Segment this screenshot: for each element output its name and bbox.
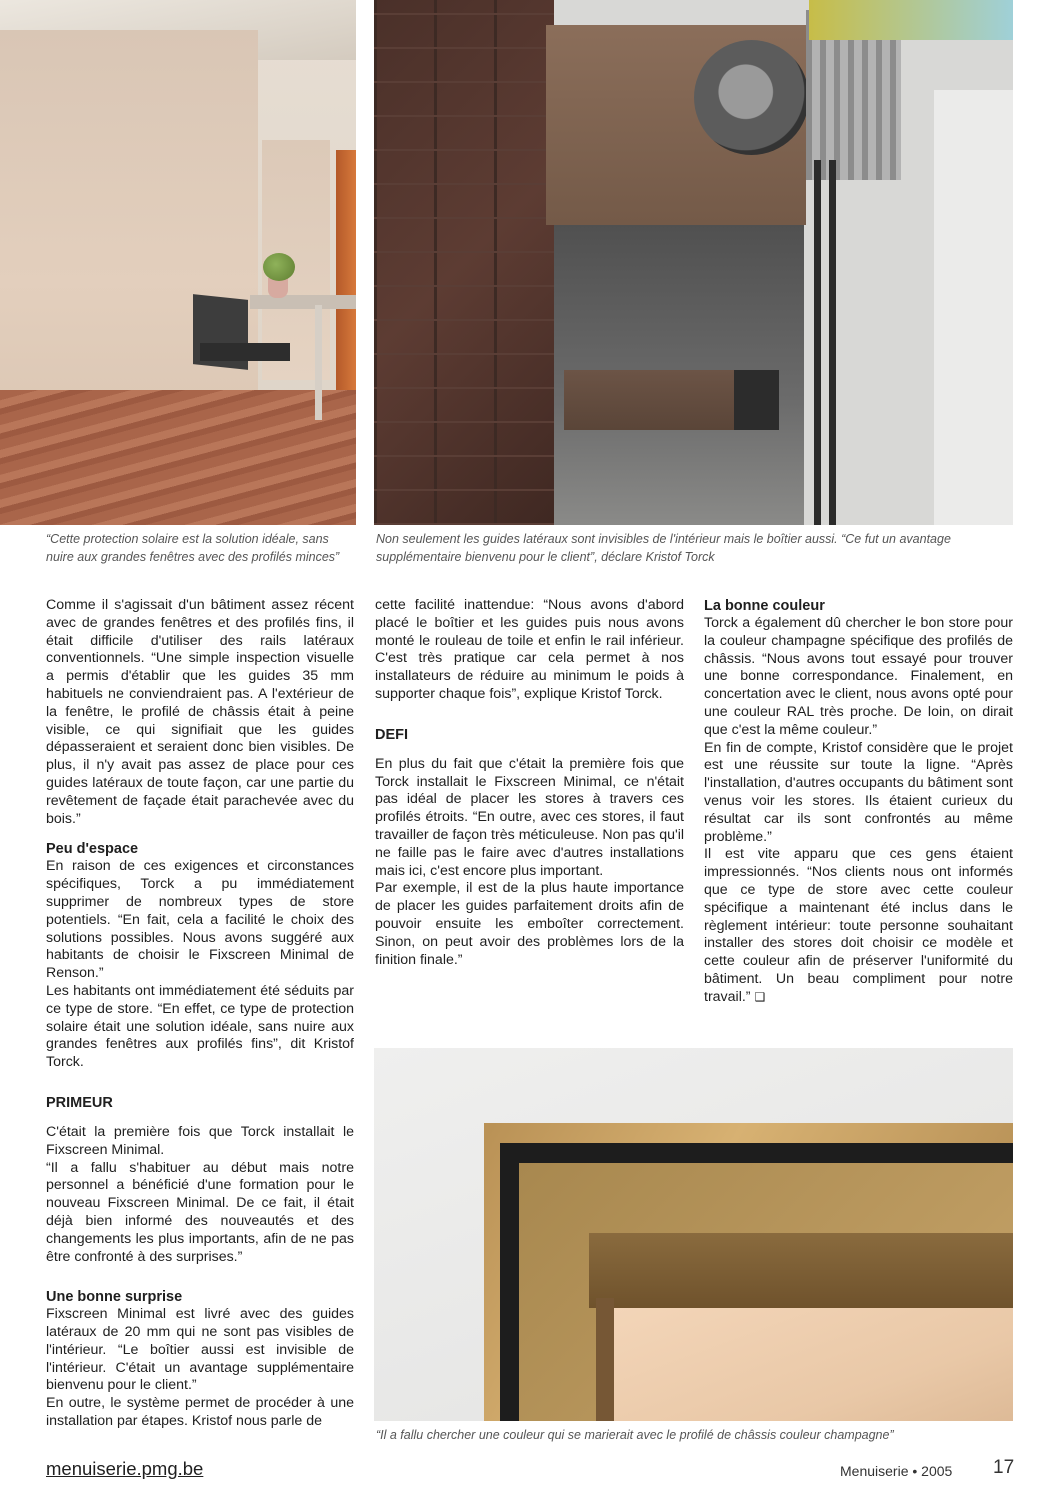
paragraph: En fin de compte, Kristof considère que le projet est une réussite sur toute la ligne. “Après l'installation, d'autres occupants du bâtiment sont venus voir les stores. Ils étaient curieux du résultat car ils sont confrontés au même problème.” <box>704 739 1013 845</box>
chair-seat <box>200 343 290 361</box>
plant <box>263 253 295 281</box>
paragraph: “Il a fallu s'habituer au début mais notre personnel a bénéficié d'une formation pour le nouveau Fixscreen Minimal. De ce fait, il était déjà bien informé des nouveautés et des changements les plus importants, afin de ne pas être confronté à des surprises.” <box>46 1159 354 1265</box>
caption-section: Non seulement les guides latéraux sont invisibles de l'intérieur mais le boîtier aussi. “Ce fut un avantage supplémentaire bienvenu pour le client”, déclare Kristof Torck <box>376 532 951 564</box>
side-guide <box>814 160 821 525</box>
table-leg <box>315 305 322 420</box>
paragraph: Torck a également dû chercher le bon store pour la couleur champagne spécifique des profilés de châssis. “Nous avons tout essayé pour trouver une bonne correspondance. Finalement, en concertation avec le client, nous avons opté pour une couleur RAL très proche. De loin, on dirait que c'est la même couleur.” <box>704 615 1013 738</box>
side-guide <box>596 1298 614 1421</box>
screen-box <box>589 1233 1013 1308</box>
caption-terrace: “Cette protection solaire est la solution idéale, sans nuire aux grandes fenêtres avec des profilés minces” <box>46 532 340 564</box>
side-guide-2 <box>829 160 836 525</box>
paragraph-text: Il est vite apparu que ces gens étaient impressionnés. “Nos clients nous ont informés que ce type de store avec cette couleur spécifique a maintenant été inclus dans le règlement intérieur: toute personne souhaitant installer des stores doit choisir ce modèle et cette couleur afin de préserver l'uniformité du bâtiment. Un beau compliment pour notre travail.” <box>704 846 1013 1005</box>
paragraph: En plus du fait que c'était la première fois que Torck installait le Fixscreen Minimal, ce n'était pas idéal de placer les stores à travers ces profilés étroits. “En outre, avec ces stores, il faut travailler de façon très méticuleuse. Non pas qu'il ne faille pas le faire avec d'autres installations mais ici, c'est encore plus important. <box>375 755 684 879</box>
paragraph: Par exemple, il est de la plus haute importance de placer les guides parfaitement droits afin de pouvoir ensuite les emboîter correctement. Sinon, on peut avoir des problèmes lors de la finition finale.” <box>375 880 684 968</box>
intro-paragraph: Comme il s'agissait d'un bâtiment assez récent avec de grandes fenêtres et des profilés fins, il était difficile d'utiliser des rails latéraux conventionnels. “Une simple inspection visuelle a permis d'établir que les guides 35 mm habituels ne conviendraient pas. A l'extérieur de la fenêtre, le profilé de châssis était à peine visible, ce qui signifiait que les guides dépasseraient et seraient donc bien visibles. De plus, il n'y avait pas assez de place pour ces guides latéraux de toute façon, car une partie du revêtement de façade était parachevée avec du bois.” <box>46 597 354 827</box>
page-number: 17 <box>993 1457 1015 1478</box>
paragraph: En outre, le système permet de procéder à une installation par étapes. Kristof nous parle de <box>46 1395 354 1430</box>
frame-corner-photo <box>374 1048 1013 1421</box>
heading-primeur: PRIMEUR <box>46 1094 113 1111</box>
end-of-article-icon: ❑ <box>754 989 766 1004</box>
table <box>250 295 356 309</box>
magazine-issue: Menuiserie • 2005 <box>840 1463 953 1479</box>
caption-frame: “Il a fallu chercher une couleur qui se marierait avec le profilé de châssis couleur champagne” <box>376 1428 894 1442</box>
heading-defi: DEFI <box>375 726 409 743</box>
column-2 <box>375 597 684 969</box>
heading-une-bonne-surprise: Une bonne surprise <box>46 1289 183 1306</box>
column-3 <box>704 597 1013 1007</box>
paragraph: Fixscreen Minimal est livré avec des guides latéraux de 20 mm qui ne sont pas visibles de l'intérieur. “Le boîtier aussi est invisible de l'intérieur. C'était un avantage supplémentaire bienvenu pour le client.” <box>46 1306 354 1394</box>
heading-la-bonne-couleur: La bonne couleur <box>704 598 825 614</box>
bottom-rail-end <box>734 370 779 430</box>
brick-wall <box>374 0 554 525</box>
column-1 <box>46 597 354 1431</box>
paragraph <box>704 846 1013 1006</box>
paragraph: En raison de ces exigences et circonstances spécifiques, Torck a pu immédiatement supprimer de nombreux types de store potentiels. “En fait, cela a facilité le choix des solutions possibles. Nous avons suggéré aux habitants de choisir le Fixscreen Minimal de Renson.” <box>46 858 354 982</box>
heading-peu-d-espace: Peu d'espace <box>46 841 139 858</box>
screen-fabric <box>554 210 804 525</box>
window-view <box>614 1308 1013 1421</box>
cross-section-photo <box>374 0 1013 525</box>
terrace-photo <box>0 0 356 525</box>
paragraph: cette facilité inattendue: “Nous avons d'abord placé le boîtier et les guides puis nous avons monté le rouleau de toile et enfin le rail inférieur. C'est très pratique car cela permet à nos installateurs de réduire au minimum le poids à supporter chaque fois”, explique Kristof Torck. <box>375 597 684 702</box>
plant-pot <box>268 278 288 298</box>
paragraph: Les habitants ont immédiatement été séduits par ce type de store. “En effet, ce type de protection solaire était une solution idéale, sans nuire aux grandes fenêtres aux profilés fins”, dit Kristof Torck. <box>46 982 354 1071</box>
fabric-roll <box>694 40 809 155</box>
insulation <box>809 0 1013 40</box>
paragraph: C'était la première fois que Torck installait le Fixscreen Minimal. <box>46 1123 354 1158</box>
interior-wall <box>934 90 1013 525</box>
wooden-deck <box>0 390 356 525</box>
website-link[interactable]: menuiserie.pmg.be <box>46 1458 204 1479</box>
